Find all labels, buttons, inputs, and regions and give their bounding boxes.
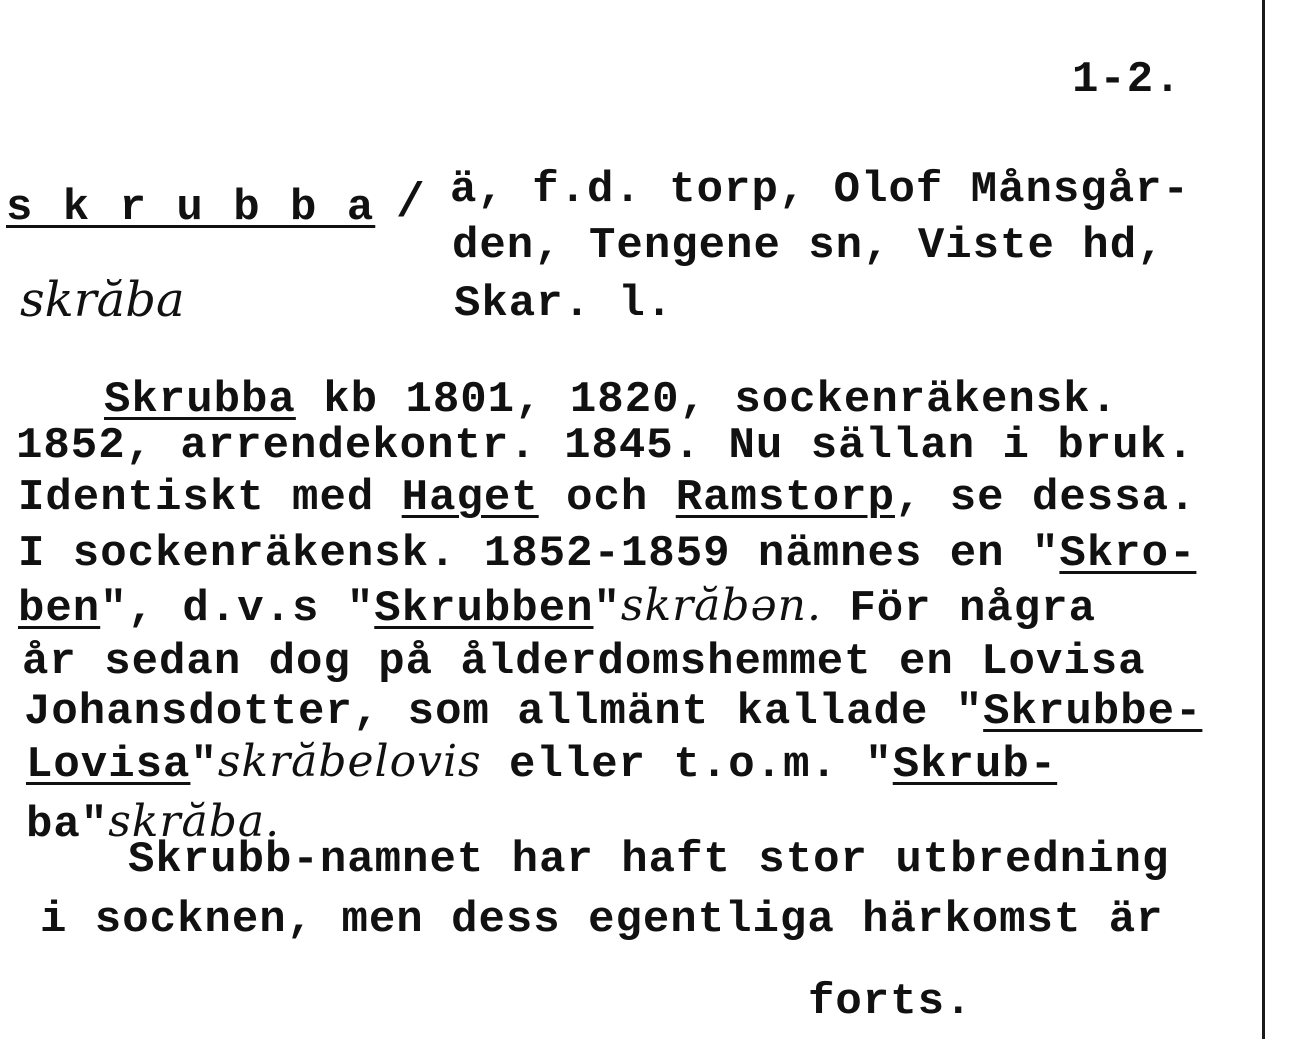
pronunciation-skrubba: skrăba. [108,796,281,847]
body-line-5-quote: " [593,584,621,634]
ref-haget: Haget [401,473,539,523]
body-line-10: Skrubb-namnet har haft stor utbredning [128,835,1170,885]
headword-description-line-2: den, Tengene sn, Viste hd, [452,221,1165,271]
ref-skrub: Skrub- [892,740,1058,790]
body-line-8 [26,736,1058,790]
continued-note: forts. [808,977,973,1027]
body-line-5 [18,580,1096,634]
headword-pronunciation: skrăba [20,272,185,328]
body-line-11: i socknen, men dess egentliga härkomst är [40,895,1164,945]
body-line-3 [18,473,1197,523]
headword-separator-slash: / [396,177,425,231]
body-line-1-text: kb 1801, 1820, sockenräkensk. [295,375,1118,425]
ref-skrubba: Skrubba [104,375,296,425]
card-number: 1-2. [1072,55,1182,105]
pronunciation-skrubbe-lovisa: skrăbelovis [217,736,482,787]
body-line-4 [18,529,1197,579]
body-line-6: år sedan dog på ålderdomshemmet en Lovisa [22,637,1146,687]
headword: s k r u b b a [6,183,376,233]
ref-skro: Skro- [1059,529,1197,579]
body-line-8-text-c: eller t.o.m. " [481,740,893,790]
body-line-8-quote: " [190,740,218,790]
ref-lovisa: Lovisa [26,740,191,790]
ref-skrubben: Skrubben [374,584,594,634]
body-line-3-text-e: , se dessa. [894,473,1197,523]
ref-skrubbe: Skrubbe- [983,687,1203,737]
body-line-2: 1852, arrendekontr. 1845. Nu sällan i bruk. [16,421,1195,471]
body-line-7-text: Johansdotter, som allmänt kallade " [24,687,984,737]
card-edge-line [1262,0,1265,1039]
body-line-1 [104,375,1118,425]
body-line-5-text-e: För några [821,584,1096,634]
headword-description-line-1: ä, f.d. torp, Olof Månsgår- [450,165,1190,215]
body-line-3-text-c: och [538,473,676,523]
body-line-3-text-a: Identiskt med [18,473,402,523]
body-line-5-text-b: ", d.v.s " [100,584,375,634]
body-line-9-quote: " [80,800,109,850]
pronunciation-skrubben: skrăbən. [620,580,822,631]
ref-ramstorp: Ramstorp [675,473,895,523]
headword-description-line-3: Skar. l. [454,279,674,329]
ref-ben: ben [18,584,101,634]
body-line-4-text: I sockenräkensk. 1852-1859 nämnes en " [18,529,1060,579]
body-line-7 [24,687,1203,737]
body-line-9-text: ba [26,800,81,850]
